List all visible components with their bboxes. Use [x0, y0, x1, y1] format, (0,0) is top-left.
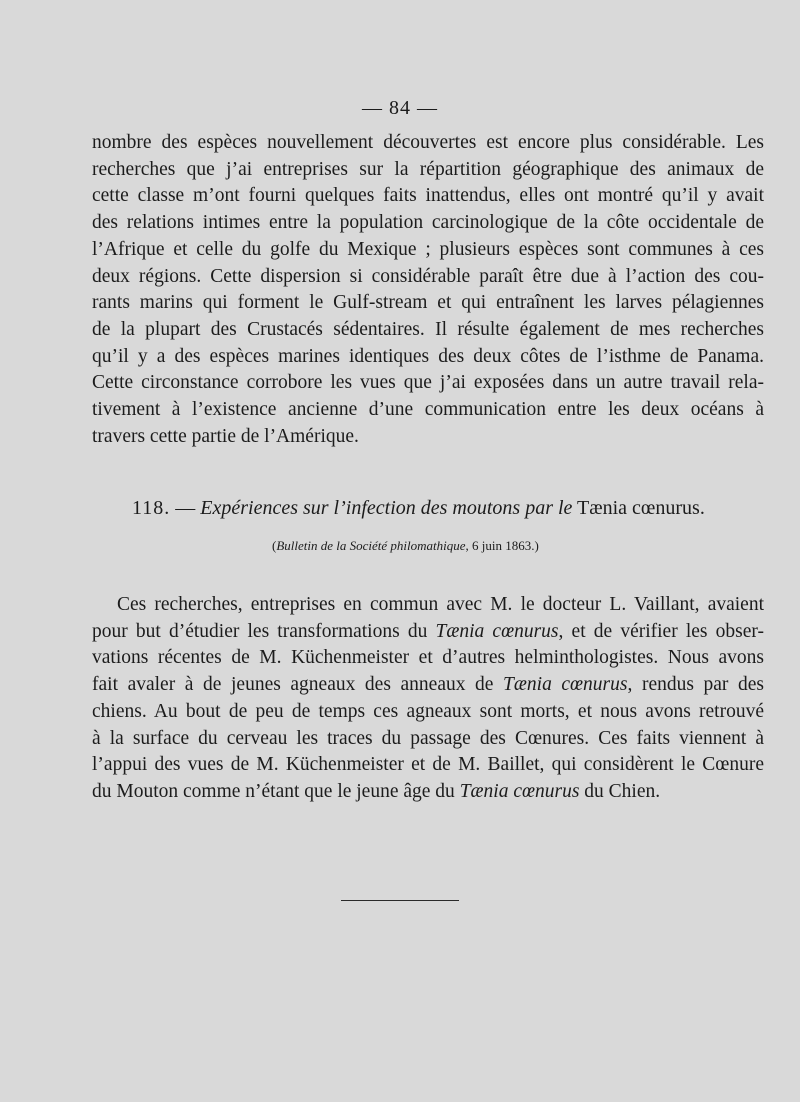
text-line [92, 619, 764, 646]
source-citation [272, 538, 539, 554]
section-number: 118. [132, 497, 171, 519]
text-span: , et de vérifier les obser- [558, 620, 764, 642]
text-line: tivement à l’existence ancienne d’une communication entre les deux océans à [92, 399, 764, 421]
paragraph-1 [92, 130, 764, 450]
paragraph-2 [92, 592, 764, 806]
species-name: Tænia cœnurus [503, 674, 628, 696]
text-line: nombre des espèces nouvellement découvertes est encore plus considérable. Les [92, 132, 764, 153]
text-line: de la plupart des Crustacés sédentaires. Il résulte également de mes recherches [92, 318, 764, 340]
text-line [92, 779, 764, 806]
text-line [92, 672, 764, 699]
text-line: travers cette partie de l’Amérique. [92, 425, 359, 447]
text-span: , rendus par des [627, 674, 764, 696]
citation-open: ( [272, 538, 277, 553]
text-span: du Chien. [579, 780, 661, 802]
text-line: cette classe m’ont fourni quelques faits inattendus, elles ont montré qu’il y avait [92, 185, 764, 207]
text-span: du Mouton comme n’étant que le jeune âge du [92, 780, 460, 802]
citation-date: , 6 juin 1863.) [465, 538, 539, 553]
text-line [92, 592, 764, 619]
text-line: deux régions. Cette dispersion si considérable paraît être due à l’action des cou- [92, 265, 764, 287]
section-title-species: Tænia cœnurus. [572, 497, 705, 519]
page-number: — 84 — [362, 97, 438, 119]
section-dash: — [170, 497, 201, 519]
text-line: Cette circonstance corrobore les vues que j’ai exposées dans un autre travail rela- [92, 372, 764, 394]
section-title-italic: Expériences sur l’infection des moutons par le [200, 497, 573, 519]
section-divider-rule [341, 900, 459, 901]
species-name: Tænia cœnurus [459, 780, 580, 802]
text-span: fait avaler à de jeunes agneaux des anneaux de [92, 674, 504, 696]
text-line: qu’il y a des espèces marines identiques des deux côtes de l’isthme de Panama. [92, 345, 764, 367]
text-span: pour but d’étudier les transformations du [92, 620, 436, 642]
species-name: Tænia cœnurus [435, 620, 559, 642]
section-heading [132, 497, 732, 520]
citation-journal: Bulletin de la Société philomathique [276, 538, 466, 553]
text-line: recherches que j’ai entreprises sur la répartition géographique des animaux de [92, 158, 764, 180]
text-line: rants marins qui forment le Gulf-stream et qui entraînent les larves pélagiennes [92, 292, 764, 314]
text-line: chiens. Au bout de peu de temps ces agneaux sont morts, et nous avons retrouvé [92, 700, 764, 722]
text-line: l’appui des vues de M. Küchenmeister et de M. Baillet, qui considèrent le Cœnure [92, 754, 764, 776]
text-span: Ces recherches, entreprises en commun avec M. le docteur L. Vaillant, avaient [117, 594, 764, 615]
text-line: l’Afrique et celle du golfe du Mexique ; plusieurs espèces sont communes à ces [92, 238, 764, 260]
text-line: vations récentes de M. Küchenmeister et d’autres helminthologistes. Nous avons [92, 647, 764, 669]
text-line: à la surface du cerveau les traces du passage des Cœnures. Ces faits viennent à [92, 727, 764, 749]
text-line: des relations intimes entre la population carcinologique de la côte occidentale de [92, 212, 764, 234]
